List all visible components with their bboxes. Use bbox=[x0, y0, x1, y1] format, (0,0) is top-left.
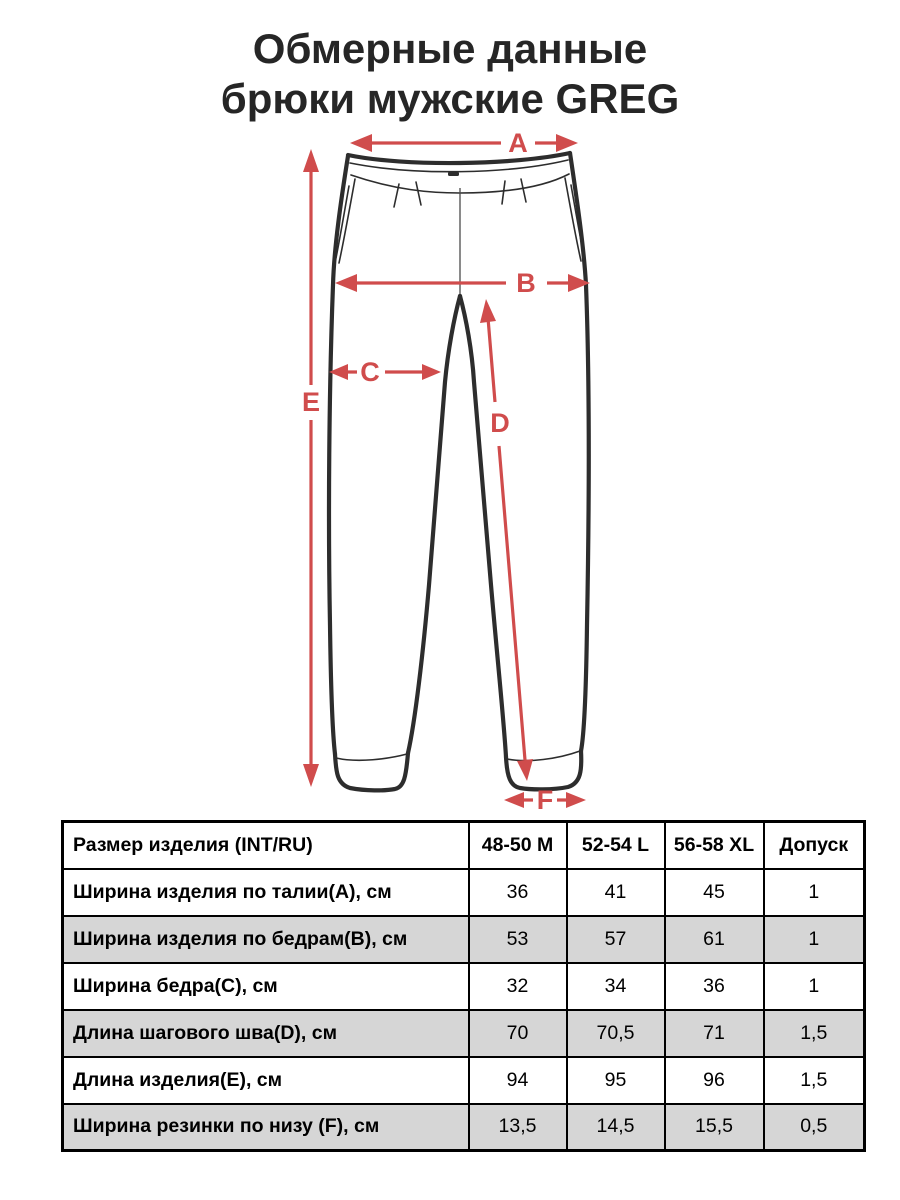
measure-label-a: A bbox=[508, 128, 528, 158]
right-cuff-top-line bbox=[507, 751, 580, 761]
waistband-tag bbox=[448, 172, 459, 176]
cell-value: 1 bbox=[764, 916, 865, 963]
right-outer-seam bbox=[570, 153, 589, 751]
row-label: Ширина изделия по бедрам(B), см bbox=[63, 916, 469, 963]
left-cuff-top-line bbox=[336, 754, 407, 760]
cell-value: 41 bbox=[567, 869, 665, 916]
cell-value: 0,5 bbox=[764, 1104, 865, 1151]
page-title-line1: Обмерные данные bbox=[252, 25, 648, 72]
cell-value: 96 bbox=[665, 1057, 764, 1104]
col-header-parameter: Размер изделия (INT/RU) bbox=[63, 822, 469, 869]
cell-value: 57 bbox=[567, 916, 665, 963]
left-inner-seam bbox=[408, 296, 460, 753]
cell-value: 70,5 bbox=[567, 1010, 665, 1057]
cell-value: 15,5 bbox=[665, 1104, 764, 1151]
measure-label-d: D bbox=[490, 408, 510, 438]
table-row-thigh-width bbox=[63, 963, 865, 1010]
drawcord-tie bbox=[502, 181, 505, 204]
cell-value: 53 bbox=[469, 916, 567, 963]
size-table bbox=[61, 820, 866, 1152]
col-header-size-l: 52-54 L bbox=[567, 822, 665, 869]
cell-value: 14,5 bbox=[567, 1104, 665, 1151]
table-row-cuff-elastic-width bbox=[63, 1104, 865, 1151]
col-header-size-xl: 56-58 XL bbox=[665, 822, 764, 869]
table-row-inseam-length bbox=[63, 1010, 865, 1057]
cell-value: 70 bbox=[469, 1010, 567, 1057]
cell-value: 95 bbox=[567, 1057, 665, 1104]
cell-value: 1 bbox=[764, 869, 865, 916]
drawcord-tie bbox=[416, 182, 421, 205]
cell-value: 94 bbox=[469, 1057, 567, 1104]
measure-arrow-c bbox=[329, 357, 441, 387]
row-label: Длина изделия(E), см bbox=[63, 1057, 469, 1104]
cell-value: 1,5 bbox=[764, 1057, 865, 1104]
left-cuff bbox=[335, 753, 408, 790]
measure-label-c: C bbox=[360, 357, 380, 387]
col-header-tolerance: Допуск bbox=[764, 822, 865, 869]
size-table-header-row bbox=[63, 822, 865, 869]
table-row-hip-width bbox=[63, 916, 865, 963]
measure-arrow-f bbox=[504, 785, 586, 815]
col-header-size-m: 48-50 M bbox=[469, 822, 567, 869]
measure-arrow-b bbox=[335, 268, 590, 298]
measure-arrow-e bbox=[302, 149, 320, 787]
cell-value: 32 bbox=[469, 963, 567, 1010]
measure-arrow-a bbox=[350, 128, 578, 158]
page-title-line2: брюки мужские GREG bbox=[220, 75, 680, 123]
drawcord-tie bbox=[521, 179, 526, 202]
row-label: Ширина резинки по низу (F), см bbox=[63, 1104, 469, 1151]
measure-label-f: F bbox=[536, 785, 554, 815]
measure-label-e: E bbox=[301, 387, 321, 417]
row-label: Ширина изделия по талии(A), см bbox=[63, 869, 469, 916]
measure-label-b: B bbox=[516, 268, 536, 298]
cell-value: 36 bbox=[469, 869, 567, 916]
row-label: Длина шагового шва(D), см bbox=[63, 1010, 469, 1057]
cell-value: 71 bbox=[665, 1010, 764, 1057]
cell-value: 1,5 bbox=[764, 1010, 865, 1057]
cell-value: 45 bbox=[665, 869, 764, 916]
right-inner-seam bbox=[460, 296, 506, 757]
cell-value: 13,5 bbox=[469, 1104, 567, 1151]
right-cuff bbox=[506, 751, 581, 789]
pants-outline bbox=[329, 153, 589, 790]
table-row-item-length bbox=[63, 1057, 865, 1104]
cell-value: 1 bbox=[764, 963, 865, 1010]
waistband-top-line bbox=[348, 153, 570, 163]
cell-value: 34 bbox=[567, 963, 665, 1010]
cell-value: 36 bbox=[665, 963, 764, 1010]
table-row-waist-width bbox=[63, 869, 865, 916]
cell-value: 61 bbox=[665, 916, 764, 963]
row-label: Ширина бедра(C), см bbox=[63, 963, 469, 1010]
